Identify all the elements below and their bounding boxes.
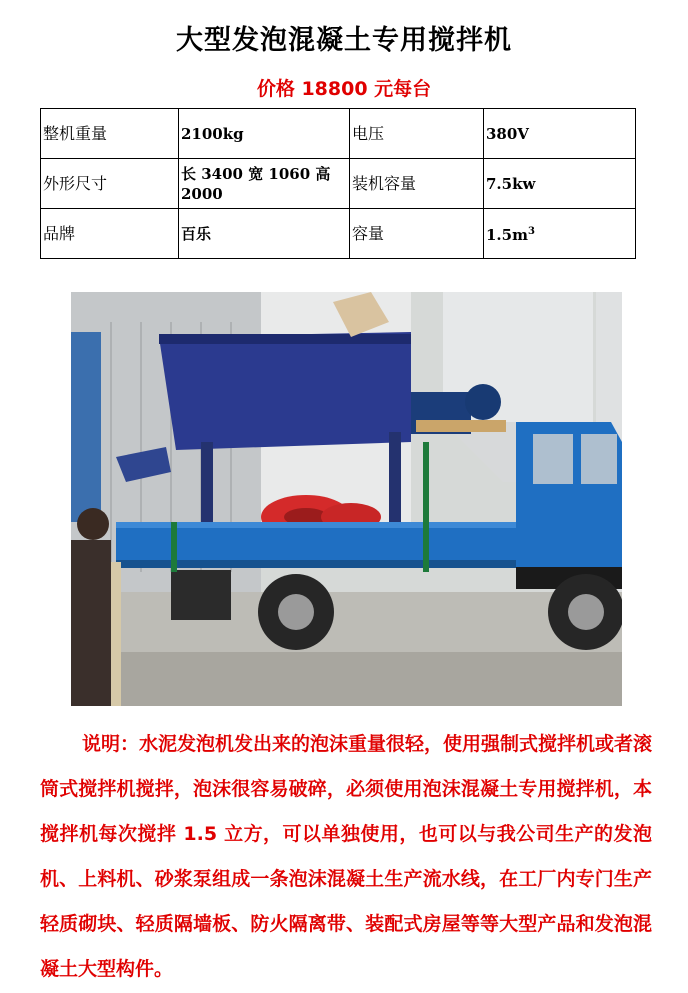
spec-value-capacity [484, 209, 636, 259]
spec-row [41, 109, 636, 159]
description-text: 说明：水泥发泡机发出来的泡沫重量很轻，使用强制式搅拌机或者滚筒式搅拌机搅拌，泡沫很容易破碎，必须使用泡沫混凝土专用搅拌机，本搅拌机每次搅拌 1.5 立方，可以单独使用，也可以与我公司生产的发泡机、上料机、砂浆泵组成一条泡沫混凝土生产流水线，在工厂内专门生产轻质砌块、轻质隔墙板、防火隔离带、装配式房屋等等大型产品和发泡混凝土大型构件。 [40, 733, 653, 980]
spec-label-dimensions: 外形尺寸 [41, 159, 179, 209]
spec-value-voltage: 380V [484, 109, 636, 159]
capacity-number: 1.5m [486, 226, 528, 244]
spec-value-dimensions: 长 3400 宽 1060 高 2000 [179, 159, 350, 209]
spec-label-power: 装机容量 [350, 159, 484, 209]
capacity-superscript: 3 [527, 226, 535, 237]
spec-label-brand: 品牌 [41, 209, 179, 259]
spec-value-power: 7.5kw [484, 159, 636, 209]
spec-label-voltage: 电压 [350, 109, 484, 159]
truck-mixer-illustration [71, 292, 622, 706]
spec-row [41, 209, 636, 259]
spec-value-brand: 百乐 [179, 209, 350, 259]
spec-table [40, 108, 636, 259]
product-photo [71, 292, 622, 706]
page-title: 大型发泡混凝土专用搅拌机 [176, 25, 512, 56]
price-label: 价格 18800 元每台 [256, 78, 432, 100]
spec-label-weight: 整机重量 [41, 109, 179, 159]
spec-label-capacity: 容量 [350, 209, 484, 259]
spec-value-weight: 2100kg [179, 109, 350, 159]
spec-row [41, 159, 636, 209]
